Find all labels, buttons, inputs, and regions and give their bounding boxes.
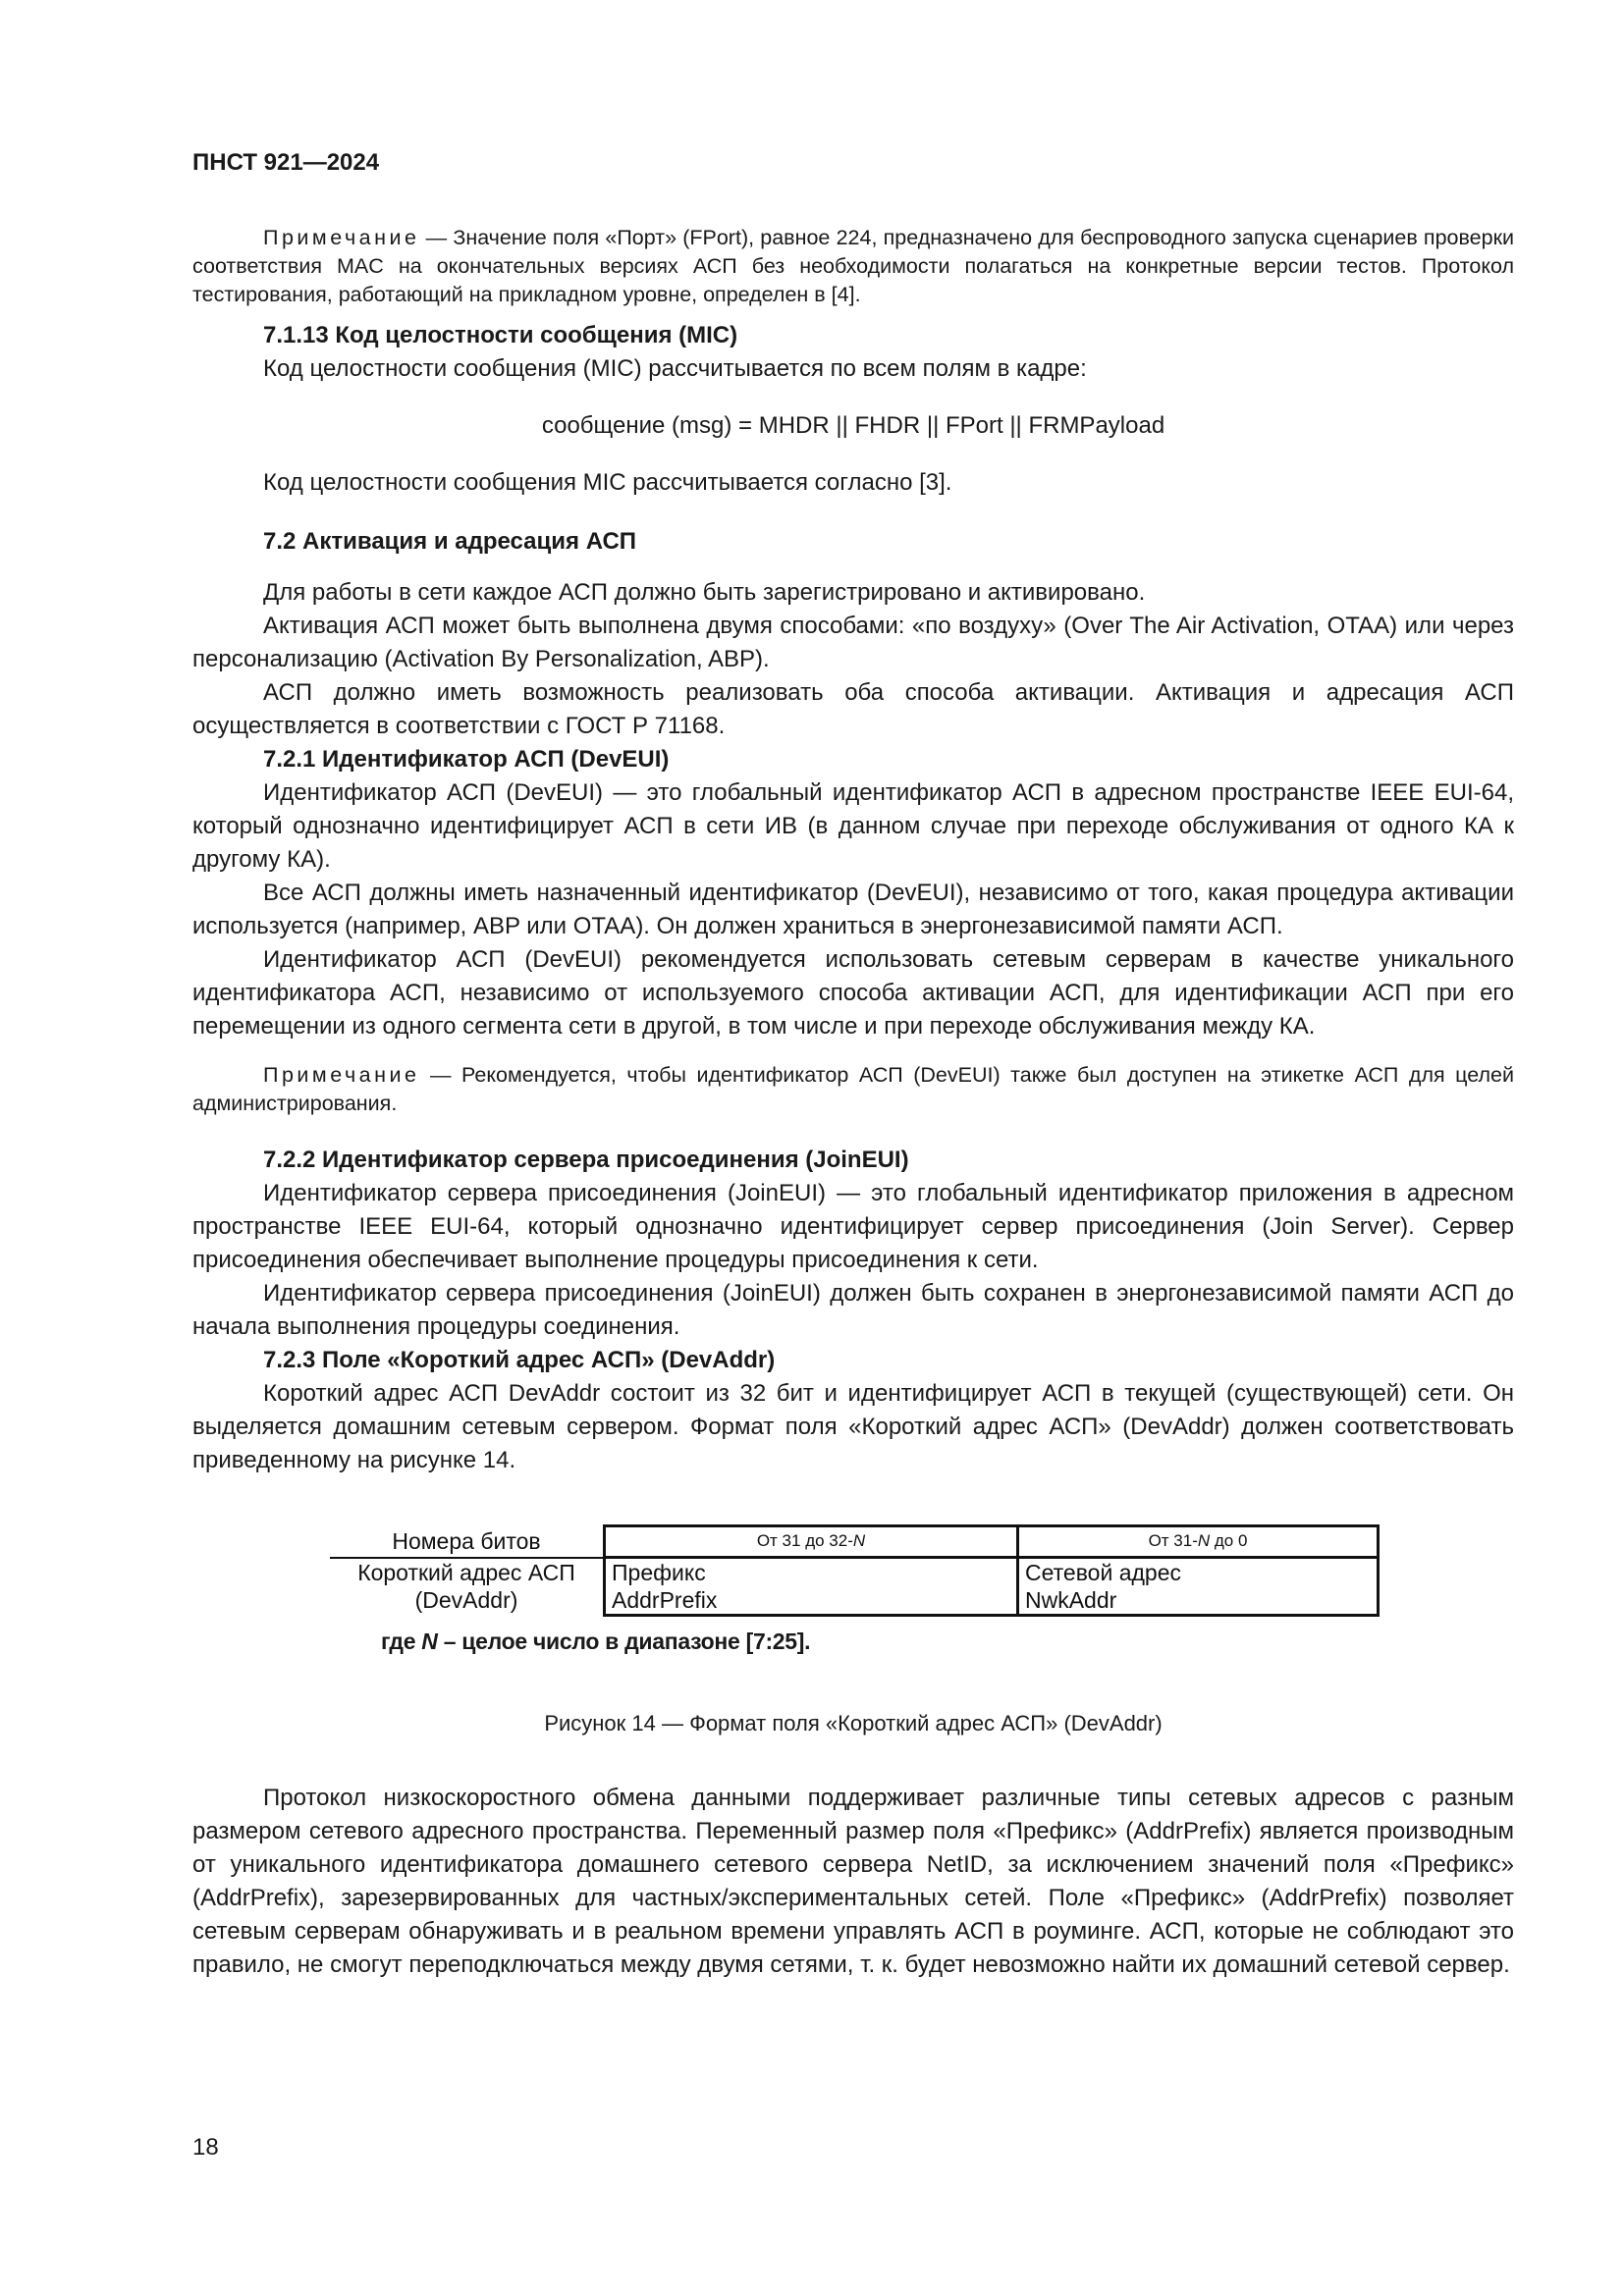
column-header-nwkaddr-bits: От 31-N до 0 [1018, 1526, 1379, 1558]
table-row [330, 1526, 1379, 1558]
note-text: — Значение поля «Порт» (FPort), равное 224, предназначено для беспроводного запуска сценариев проверки соответствия MAC на окончательных версиях АСП без необходимости полагаться на конкретные версии тестов. Протокол тестирования, работающий на прикладном уровне, определен в [4]. [192, 226, 1514, 306]
formula-msg: сообщение (msg) = MHDR || FHDR || FPort || FRMPayload [541, 412, 1165, 439]
note-text: — Рекомендуется, чтобы идентификатор АСП (DevEUI) также был доступен на этикетке АСП для целей администрирования. [192, 1063, 1514, 1115]
document-header: ПНСТ 921—2024 [192, 149, 380, 176]
heading-7-2: 7.2 Активация и адресация АСП [263, 528, 637, 555]
note-label: Примечание [263, 1063, 420, 1087]
paragraph: Код целостности сообщения (MIC) рассчитывается по всем полям в кадре: [263, 355, 1087, 382]
paragraph: АСП должно иметь возможность реализовать оба способа активации. Активация и адресация АСП осуществляется в соответствии с ГОСТ Р 71168. [192, 679, 1514, 739]
cell-addrprefix: Префикс AddrPrefix [605, 1558, 1018, 1616]
row-header-devaddr: Короткий адрес АСП (DevAddr) [357, 1559, 575, 1613]
paragraph: Идентификатор АСП (DevEUI) — это глобальный идентификатор АСП в адресном пространстве IEEE EUI-64, который однозначно идентифицирует АСП в сети ИВ (в данном случае при переходе обслуживания от одного КА к другому КА). [192, 779, 1514, 873]
row-header-bit-numbers: Номера битов [330, 1526, 605, 1558]
figure-note: где N – целое число в диапазоне [7:25]. [381, 1629, 811, 1654]
heading-7-2-2: 7.2.2 Идентификатор сервера присоединения (JoinEUI) [263, 1147, 909, 1173]
heading-7-2-1: 7.2.1 Идентификатор АСП (DevEUI) [263, 746, 670, 773]
column-header-prefix-bits: От 31 до 32-N [605, 1526, 1018, 1558]
paragraph: Для работы в сети каждое АСП должно быть зарегистрировано и активировано. [263, 579, 1146, 606]
figure-14 [192, 1524, 1514, 1701]
table-row [330, 1558, 1379, 1616]
document-body [192, 224, 1514, 1982]
note-fport [192, 224, 1514, 309]
heading-7-1-13: 7.1.13 Код целостности сообщения (MIC) [263, 322, 738, 348]
note-label: Примечание [263, 226, 420, 249]
paragraph: Идентификатор АСП (DevEUI) рекомендуется использовать сетевым серверам в качестве уникального идентификатора АСП, независимо от используемого способа активации АСП, для идентификации АСП при его перемещении из одного сегмента сети в другой, в том числе и при переходе обслуживания между КА. [192, 946, 1514, 1040]
paragraph: Все АСП должны иметь назначенный идентификатор (DevEUI), независимо от того, какая процедура активации используется (например, ABP или OTAA). Он должен храниться в энергонезависимой памяти АСП. [192, 880, 1514, 939]
note-deveui [192, 1061, 1514, 1118]
paragraph: Идентификатор сервера присоединения (JoinEUI) должен быть сохранен в энергонезависимой памяти АСП до начала выполнения процедуры соединения. [192, 1280, 1514, 1340]
paragraph: Протокол низкоскоростного обмена данными поддерживает различные типы сетевых адресов с разным размером сетевого адресного пространства. Переменный размер поля «Префикс» (AddrPrefix) является производным от уникального идентификатора домашнего сетевого сервера NetID, за исключением значений поля «Префикс» (AddrPrefix), зарезервированных для частных/экспериментальных сетей. Поле «Префикс» (AddrPrefix) позволяет сетевым серверам обнаруживать и в реальном времени управлять АСП в роуминге. АСП, которые не соблюдают это правило, не смогут переподключаться между двумя сетями, т. к. будет невозможно найти их домашний сетевой сервер. [192, 1785, 1514, 1978]
page-number: 18 [192, 2134, 219, 2161]
paragraph: Короткий адрес АСП DevAddr состоит из 32 бит и идентифицирует АСП в текущей (существующей) сети. Он выделяется домашним сетевым сервером. Формат поля «Короткий адрес АСП» (DevAddr) должен соответствовать приведенному на рисунке 14. [192, 1380, 1514, 1473]
figure-caption: Рисунок 14 — Формат поля «Короткий адрес АСП» (DevAddr) [544, 1711, 1163, 1735]
heading-7-2-3: 7.2.3 Поле «Короткий адрес АСП» (DevAddr) [263, 1347, 776, 1373]
cell-nwkaddr: Сетевой адрес NwkAddr [1018, 1558, 1379, 1616]
devaddr-format-table [330, 1524, 1380, 1617]
paragraph: Идентификатор сервера присоединения (JoinEUI) — это глобальный идентификатор приложения в адресном пространстве IEEE EUI-64, который однозначно идентифицирует сервер присоединения (Join Server). Сервер присоединения обеспечивает выполнение процедуры присоединения к сети. [192, 1180, 1514, 1273]
paragraph: Код целостности сообщения MIC рассчитывается согласно [3]. [263, 469, 952, 496]
paragraph: Активация АСП может быть выполнена двумя способами: «по воздуху» (Over The Air Activation, OTAA) или через персонализацию (Activation By Personalization, ABP). [192, 613, 1514, 672]
